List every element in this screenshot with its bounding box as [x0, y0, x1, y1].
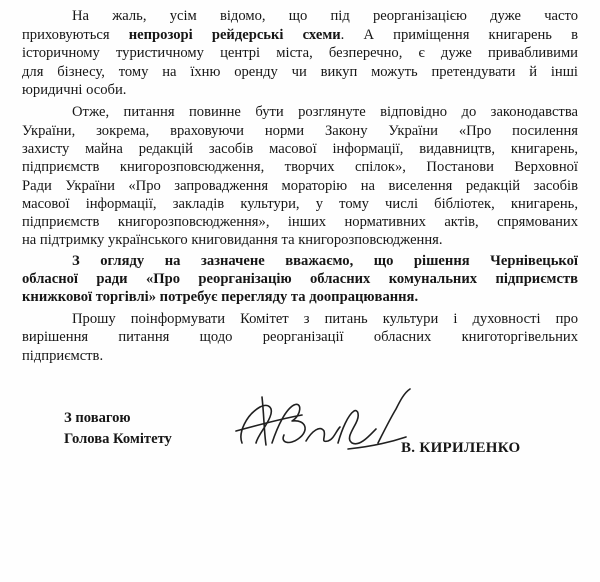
text-line: підприємств книгорозповсюдження, творчих спілок», Постанови Верховної — [22, 159, 578, 175]
handwritten-signature — [228, 385, 414, 467]
closing-block — [64, 408, 172, 450]
text-segment: приховуються — [22, 27, 129, 43]
emphasis-text: непрозорі рейдерські схеми — [128, 27, 341, 43]
text-line — [22, 26, 578, 44]
text-line: захисту майна редакцій засобів масової інформації, видавництв, книгарень, — [22, 141, 578, 157]
text-line: історичному туристичному центрі міста, безперечно, є дуже привабливими — [22, 45, 578, 61]
text-line: України, зокрема, враховуючи норми Закону України «Про посилення — [22, 123, 578, 139]
text-segment: . А приміщення книгарень в — [340, 27, 579, 43]
text-line: Прошу поінформувати Комітет з питань культури і духовності про — [72, 311, 578, 327]
text-line: масової інформації, закладів культури, у тому числі бібліотек, книгарень, — [22, 196, 578, 212]
closing-regards: З повагою — [64, 410, 131, 426]
closing-position: Голова Комітету — [64, 431, 172, 447]
text-line: книжкової торгівлі» потребує перегляду та доопрацювання. — [22, 289, 419, 305]
text-line: вирішення питання щодо реорганізації обласних книготоргівельних — [22, 329, 578, 345]
text-line: на підтримку українського книговидання та книгорозповсюдження. — [22, 232, 443, 248]
text-line: юридичні особи. — [22, 82, 127, 98]
text-line: З огляду на зазначене вважаємо, що рішення Чернівецької — [72, 253, 578, 269]
text-line: обласної ради «Про реорганізацію обласних комунальних підприємств — [22, 271, 578, 287]
text-line: для бізнесу, тому на їхню оренду чи викуп можуть претендувати й інші — [22, 64, 578, 80]
text-line: підприємств книгорозповсюдження», інших нормативних актів, спрямованих — [22, 214, 578, 230]
text-line: На жаль, усім відомо, що під реорганізацією дуже часто — [72, 8, 578, 24]
signatory-name: В. КИРИЛЕНКО — [401, 440, 521, 456]
text-line: Отже, питання повинне бути розглянуте відповідно до законодавства — [72, 104, 578, 120]
text-line: Ради України «Про запровадження мораторію на виселення редакцій засобів — [22, 178, 578, 194]
text-line: підприємств. — [22, 348, 104, 364]
